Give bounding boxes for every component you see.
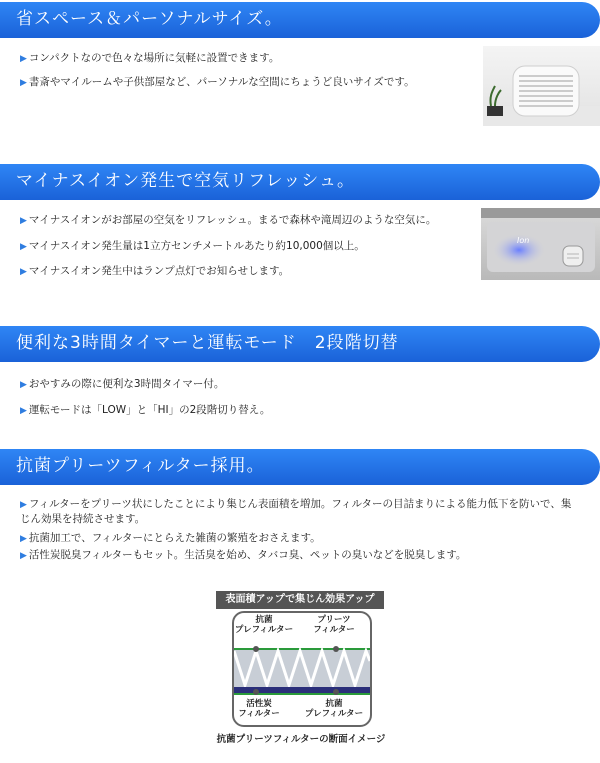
list-item: ▶ 抗菌加工で、フィルターにとらえた雑菌の繁殖をおさえます。 bbox=[20, 532, 321, 544]
section-title: 抗菌プリーツフィルター採用。 bbox=[16, 456, 265, 476]
bullet-icon: ▶ bbox=[20, 406, 27, 416]
bullet-icon: ▶ bbox=[20, 534, 27, 544]
section-title: 省スペース＆パーソナルサイズ。 bbox=[16, 9, 283, 29]
list-item: ▶ マイナスイオン発生中はランプ点灯でお知らせします。 bbox=[20, 265, 290, 277]
list-item: ▶ おやすみの際に便利な3時間タイマー付。 bbox=[20, 378, 225, 390]
diagram-header: 表面積アップで集じん効果アップ bbox=[216, 591, 384, 609]
list-item: ▶ 活性炭脱臭フィルターもセット。生活臭を始め、タバコ臭、ペットの臭いなどを脱臭します。 bbox=[20, 549, 467, 561]
list-item: ▶ マイナスイオンがお部屋の空気をリフレッシュ。まるで森林や滝周辺のような空気に。 bbox=[20, 214, 437, 226]
list-item: ▶ フィルターをプリーツ状にしたことにより集じん表面積を増加。フィルターの目詰まりによる能力低下を防いで、集じん効果を持続させます。 bbox=[20, 498, 572, 525]
bullet-icon: ▶ bbox=[20, 242, 27, 252]
label-antibac-prefilter-top: 抗菌 プレフィルター bbox=[234, 615, 294, 635]
section-header-ion bbox=[0, 164, 600, 200]
section-header-space bbox=[0, 2, 600, 38]
diagram-caption: 抗菌プリーツフィルターの断面イメージ bbox=[216, 734, 386, 745]
filter-diagram bbox=[216, 591, 386, 745]
bullet-icon: ▶ bbox=[20, 267, 27, 277]
air-purifier-image bbox=[483, 46, 600, 126]
list-item: ▶ マイナスイオン発生量は1立方センチメートルあたり約10,000個以上。 bbox=[20, 240, 365, 252]
section-title: 便利な3時間タイマーと運転モード 2段階切替 bbox=[16, 333, 399, 353]
bullet-icon: ▶ bbox=[20, 551, 27, 561]
control-panel-image bbox=[481, 208, 600, 280]
list-item: ▶ コンパクトなので色々な場所に気軽に設置できます。 bbox=[20, 52, 280, 64]
bullet-icon: ▶ bbox=[20, 216, 27, 226]
bullet-icon: ▶ bbox=[20, 78, 27, 88]
section-title: マイナスイオン発生で空気リフレッシュ。 bbox=[16, 171, 355, 191]
section-header-filter bbox=[0, 449, 600, 485]
label-antibac-prefilter-bottom: 抗菌 プレフィルター bbox=[304, 699, 364, 719]
list-item: ▶ 運転モードは「LOW」と「HI」の2段階切り替え。 bbox=[20, 404, 271, 416]
bullet-icon: ▶ bbox=[20, 54, 27, 64]
label-pleat-filter: プリーツ フィルター bbox=[313, 615, 355, 635]
product-photo bbox=[483, 46, 600, 126]
list-item: ▶ 書斎やマイルームや子供部屋など、パーソナルな空間にちょうど良いサイズです。 bbox=[20, 76, 415, 88]
section-header-timer bbox=[0, 326, 600, 362]
ion-label: Ion bbox=[517, 236, 530, 245]
bullet-icon: ▶ bbox=[20, 380, 27, 390]
bullet-icon: ▶ bbox=[20, 500, 27, 510]
ion-panel-photo bbox=[481, 208, 600, 280]
label-carbon-filter: 活性炭 フィルター bbox=[238, 699, 280, 719]
